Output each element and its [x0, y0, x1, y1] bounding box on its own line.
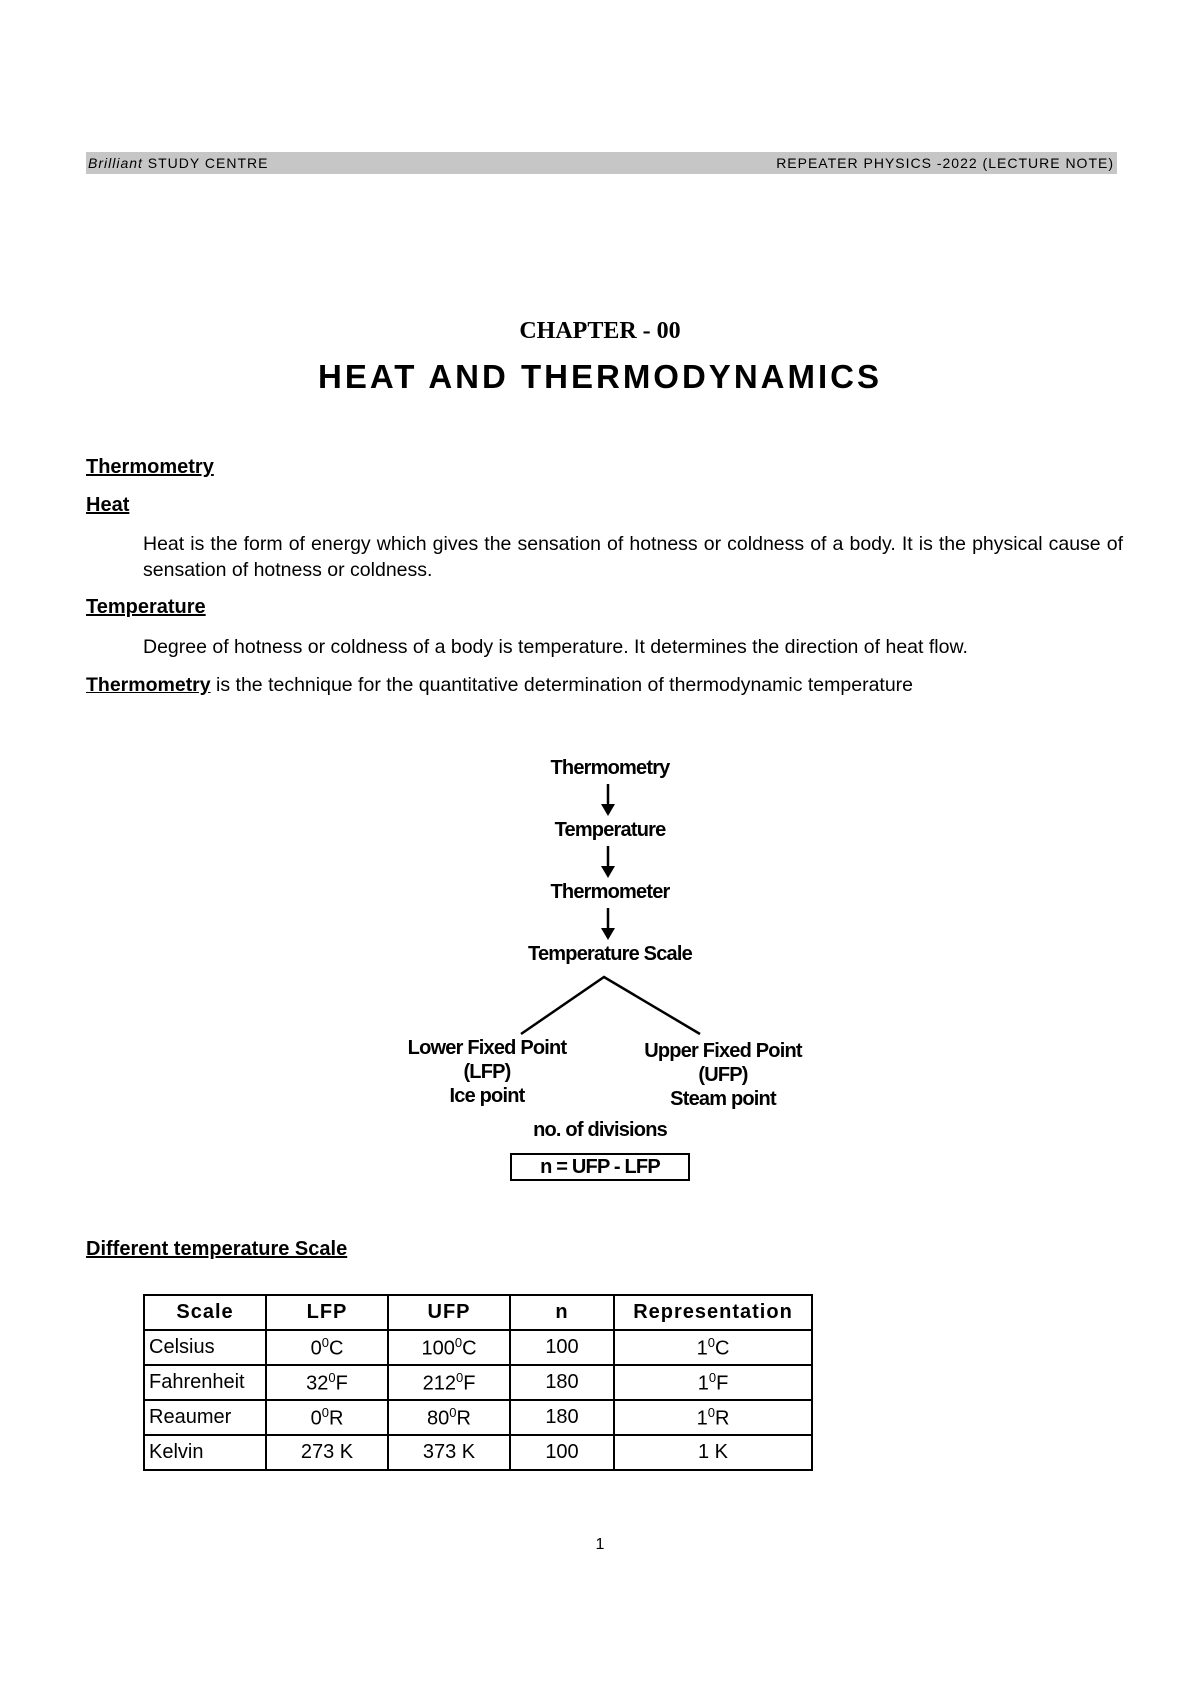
temperature-scale-table: [143, 1294, 813, 1471]
cell-scale: Reaumer: [144, 1400, 266, 1435]
flow-node-thermometer: Thermometer: [550, 881, 670, 903]
cell-representation: $1^0C$: [614, 1330, 812, 1365]
branch-lines: [521, 977, 700, 1034]
cell-lfp: $0^0C$: [266, 1330, 388, 1365]
thermometry-definition-text: is the technique for the quantitative determination of thermodynamic temperature: [210, 674, 914, 696]
heat-paragraph: Heat is the form of energy which gives the sensation of hotness or coldness of a body. It is the physical cause of sensation of hotness or coldness.: [143, 533, 1123, 581]
table-row: [144, 1365, 812, 1400]
col-ufp: UFP: [388, 1295, 510, 1330]
col-n: n: [510, 1295, 614, 1330]
cell-ufp: $212^0F$: [388, 1365, 510, 1400]
flow-node-temperature-scale: Temperature Scale: [528, 943, 692, 965]
cell-representation: $1^0R$: [614, 1400, 812, 1435]
cell-lfp: $32^0F$: [266, 1365, 388, 1400]
cell-scale: Fahrenheit: [144, 1365, 266, 1400]
brand-suffix: STUDY CENTRE: [147, 155, 269, 171]
thermometry-heading: Thermometry: [86, 456, 214, 478]
degree-symbol: 0: [707, 1334, 715, 1350]
cell-ufp: $80^0R$: [388, 1400, 510, 1435]
col-scale: Scale: [144, 1295, 266, 1330]
ufp-steam-point: Steam point: [670, 1088, 776, 1110]
formula-wrap: [509, 1153, 691, 1181]
table-row: [144, 1435, 812, 1470]
flow-arrowhead-1: [601, 804, 615, 816]
lfp-ice-point: Ice point: [449, 1085, 525, 1107]
lfp-node: [382, 1036, 592, 1108]
cell-lfp: 273 K: [266, 1435, 388, 1470]
degree-symbol: 0: [449, 1404, 457, 1420]
cell-n: 100: [510, 1330, 614, 1365]
degree-symbol: 0: [707, 1404, 715, 1420]
col-lfp: LFP: [266, 1295, 388, 1330]
table-body: [144, 1330, 812, 1470]
degree-symbol: 0: [708, 1369, 717, 1385]
lfp-title: Lower Fixed Point: [407, 1037, 567, 1059]
table-row: [144, 1330, 812, 1365]
flow-node-temperature: Temperature: [554, 819, 666, 841]
divisions-formula: n = UFP - LFP: [510, 1153, 690, 1181]
cell-n: 100: [510, 1435, 614, 1470]
temperature-heading: Temperature: [86, 596, 206, 618]
cell-scale: Kelvin: [144, 1435, 266, 1470]
heat-heading: Heat: [86, 494, 130, 516]
table-header-row: [144, 1295, 812, 1330]
page-number: 1: [595, 1536, 605, 1553]
cell-representation: 1 K: [614, 1435, 812, 1470]
cell-representation: $1^0F$: [614, 1365, 812, 1400]
flow-arrowhead-3: [601, 928, 615, 940]
temperature-paragraph: Degree of hotness or coldness of a body is temperature. It determines the direction of heat flow.: [143, 636, 968, 658]
flow-node-thermometry: Thermometry: [550, 757, 670, 779]
header-course: REPEATER PHYSICS -2022 (LECTURE NOTE): [776, 155, 1114, 171]
divisions-label: no. of divisions: [533, 1119, 667, 1141]
chapter-label: CHAPTER - 00: [519, 318, 681, 344]
ufp-title: Upper Fixed Point: [644, 1040, 802, 1062]
degree-symbol: 0: [454, 1334, 463, 1350]
thermometry-term: Thermometry: [86, 674, 211, 696]
degree-symbol: 0: [321, 1334, 329, 1350]
col-representation: Representation: [614, 1295, 812, 1330]
page-title: HEAT AND THERMODYNAMICS: [318, 358, 882, 395]
table-row: [144, 1400, 812, 1435]
flow-arrowhead-2: [601, 866, 615, 878]
cell-n: 180: [510, 1400, 614, 1435]
cell-lfp: $0^0R$: [266, 1400, 388, 1435]
cell-ufp: $100^0C$: [388, 1330, 510, 1365]
ufp-abbrev: (UFP): [698, 1064, 748, 1086]
table-heading: Different temperature Scale: [86, 1238, 348, 1260]
degree-symbol: 0: [321, 1404, 329, 1420]
cell-ufp: 373 K: [388, 1435, 510, 1470]
brand-name: Brilliant: [88, 155, 143, 171]
cell-n: 180: [510, 1365, 614, 1400]
cell-scale: Celsius: [144, 1330, 266, 1365]
lfp-abbrev: (LFP): [463, 1061, 511, 1083]
degree-symbol: 0: [328, 1369, 336, 1385]
degree-symbol: 0: [455, 1369, 464, 1385]
ufp-node: [618, 1039, 828, 1111]
